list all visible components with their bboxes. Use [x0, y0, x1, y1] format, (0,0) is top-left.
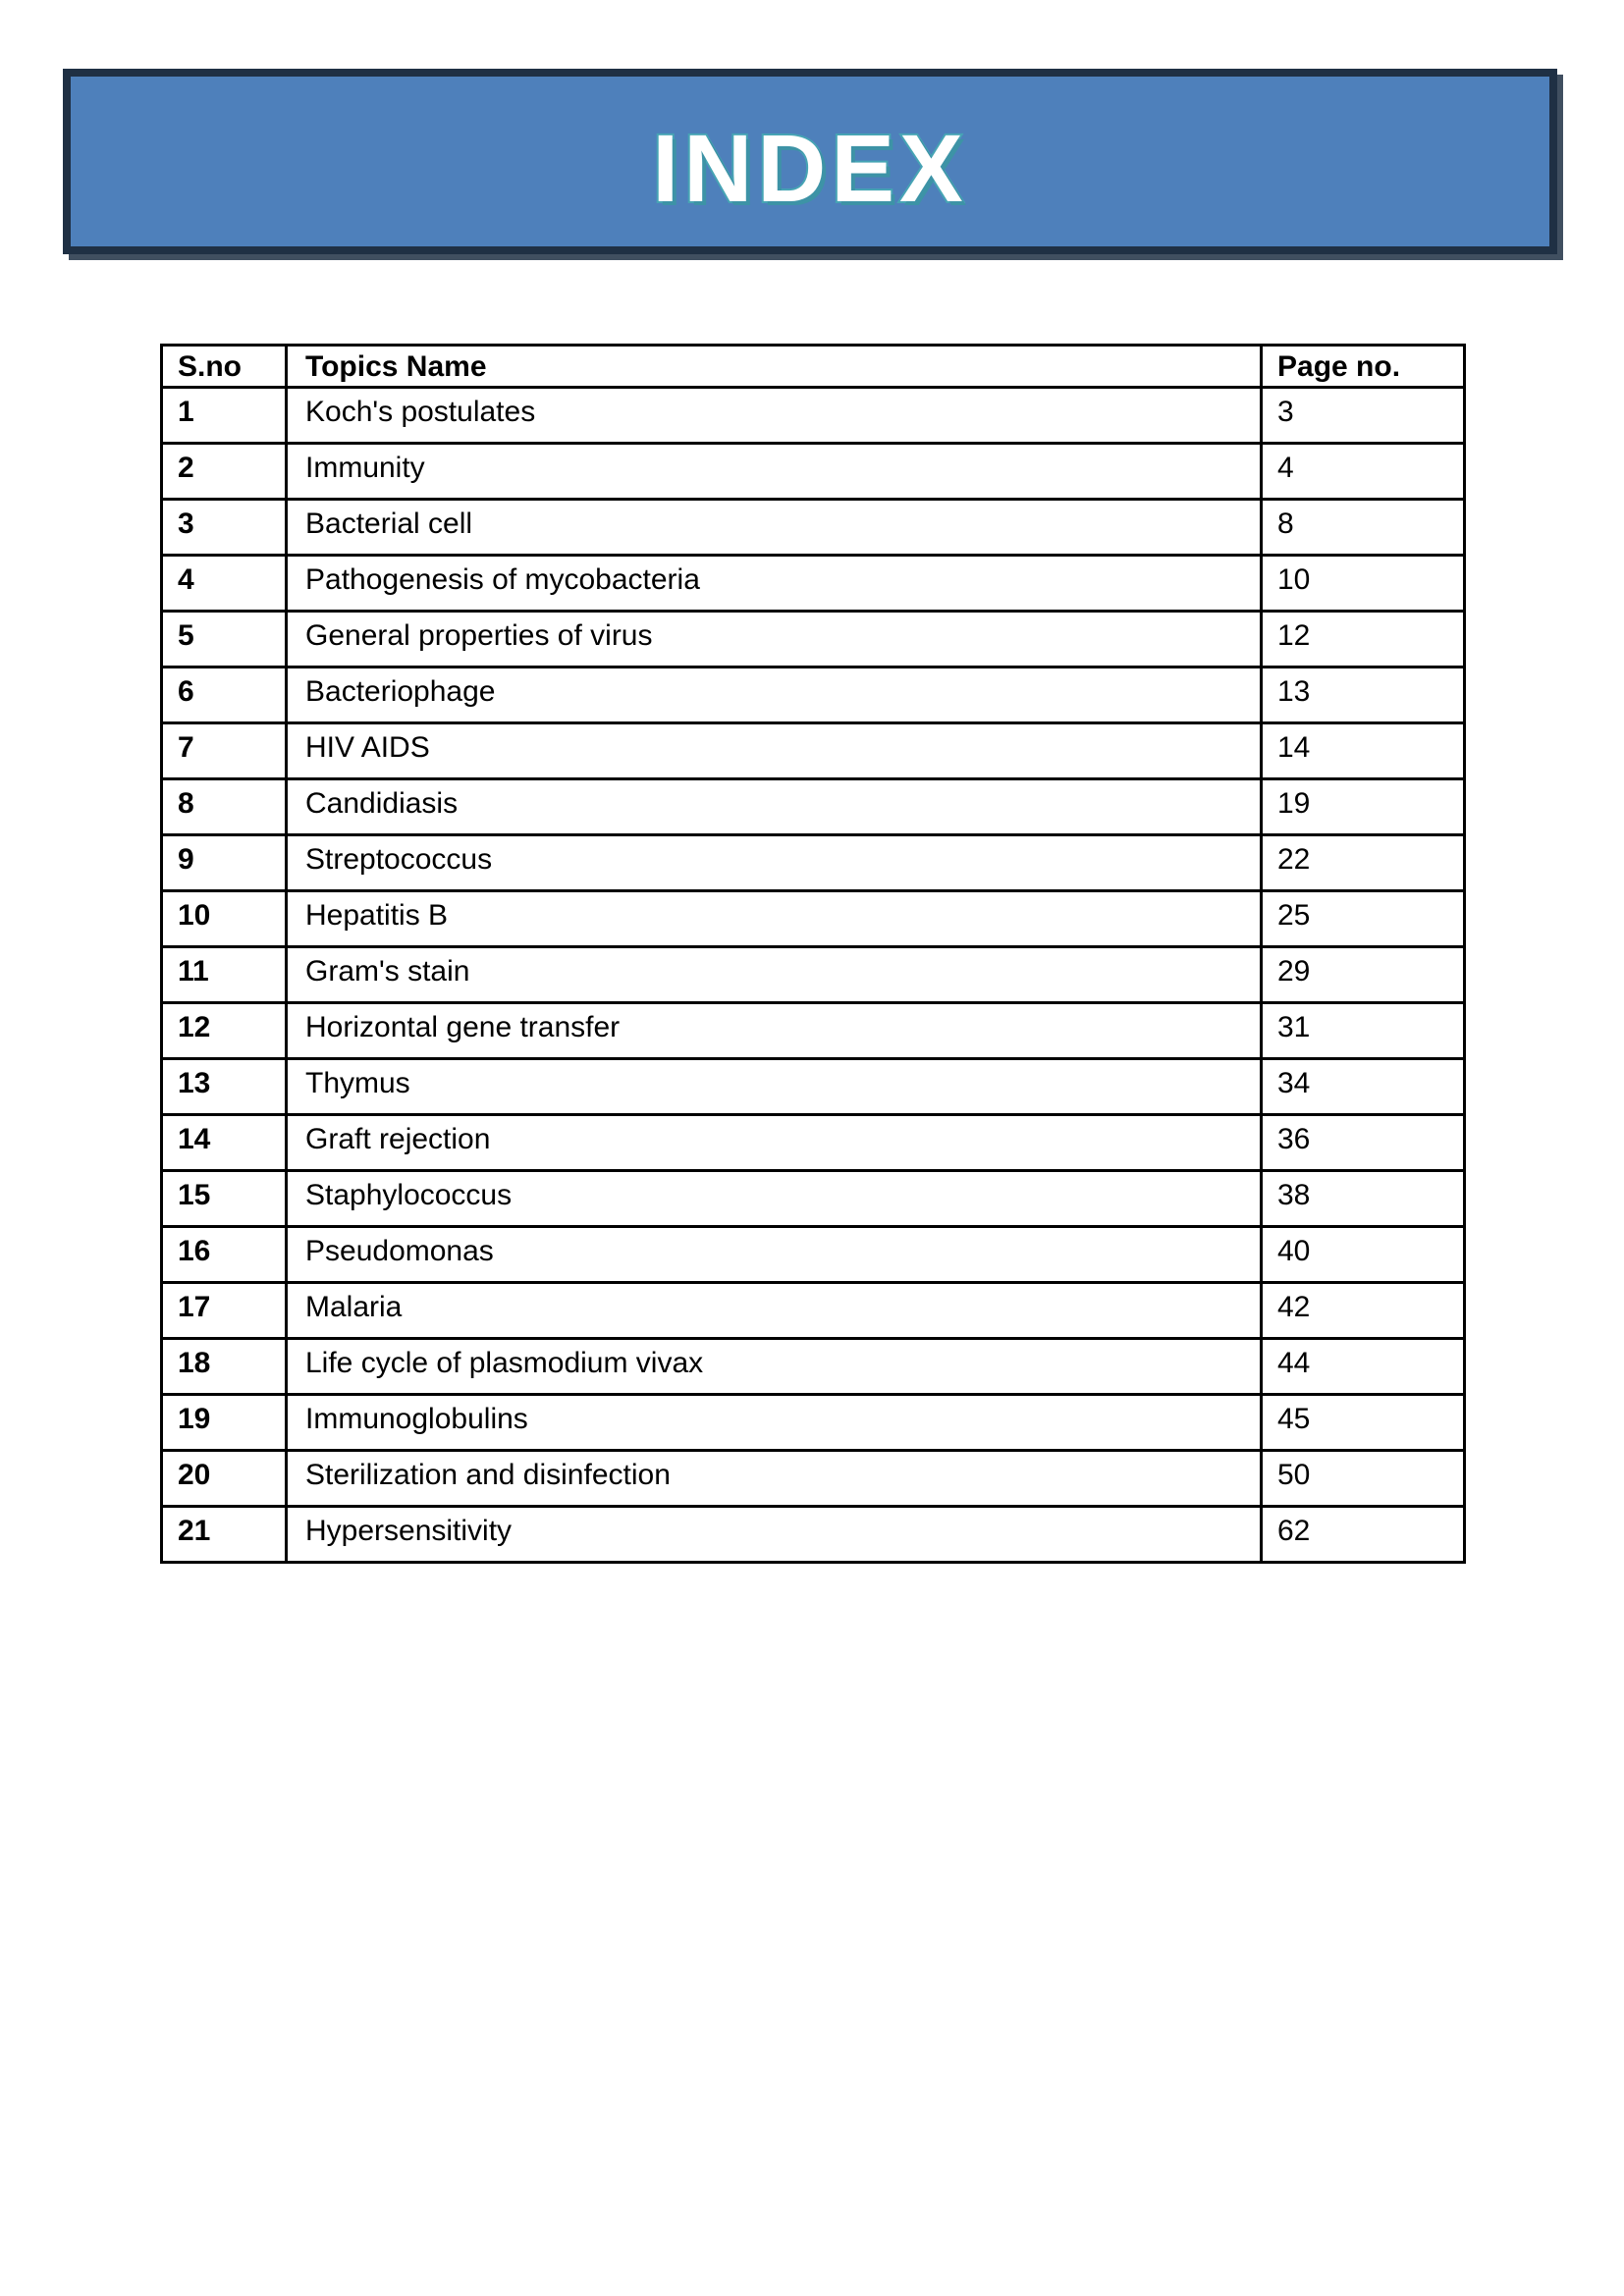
row-topic-name: Thymus: [287, 1059, 1262, 1115]
row-page-number: 62: [1262, 1507, 1465, 1563]
index-table-header: [162, 346, 1465, 388]
row-topic-name: General properties of virus: [287, 612, 1262, 667]
row-page-number: 40: [1262, 1227, 1465, 1283]
index-table-body: [162, 388, 1465, 1563]
row-page-number: 44: [1262, 1339, 1465, 1395]
row-page-number: 8: [1262, 500, 1465, 556]
row-topic-name: Malaria: [287, 1283, 1262, 1339]
row-serial-number: 10: [162, 891, 287, 947]
column-header-topics-name: Topics Name: [287, 346, 1262, 388]
row-page-number: 31: [1262, 1003, 1465, 1059]
table-row: [162, 444, 1465, 500]
row-serial-number: 13: [162, 1059, 287, 1115]
row-page-number: 42: [1262, 1283, 1465, 1339]
table-row: [162, 1171, 1465, 1227]
row-page-number: 36: [1262, 1115, 1465, 1171]
table-row: [162, 779, 1465, 835]
row-page-number: 14: [1262, 723, 1465, 779]
row-page-number: 13: [1262, 667, 1465, 723]
table-row: [162, 947, 1465, 1003]
table-row: [162, 1339, 1465, 1395]
index-table: [160, 344, 1466, 1564]
row-serial-number: 7: [162, 723, 287, 779]
row-serial-number: 17: [162, 1283, 287, 1339]
row-page-number: 38: [1262, 1171, 1465, 1227]
row-page-number: 25: [1262, 891, 1465, 947]
table-row: [162, 1507, 1465, 1563]
row-serial-number: 15: [162, 1171, 287, 1227]
row-topic-name: Bacterial cell: [287, 500, 1262, 556]
table-row: [162, 1227, 1465, 1283]
table-row: [162, 1059, 1465, 1115]
table-row: [162, 1451, 1465, 1507]
table-row: [162, 891, 1465, 947]
row-topic-name: Sterilization and disinfection: [287, 1451, 1262, 1507]
row-page-number: 50: [1262, 1451, 1465, 1507]
row-topic-name: Gram's stain: [287, 947, 1262, 1003]
row-page-number: 12: [1262, 612, 1465, 667]
table-row: [162, 667, 1465, 723]
table-row: [162, 500, 1465, 556]
row-topic-name: Koch's postulates: [287, 388, 1262, 444]
row-topic-name: Hepatitis B: [287, 891, 1262, 947]
row-topic-name: Streptococcus: [287, 835, 1262, 891]
row-topic-name: Staphylococcus: [287, 1171, 1262, 1227]
table-row: [162, 1115, 1465, 1171]
row-serial-number: 4: [162, 556, 287, 612]
row-topic-name: Graft rejection: [287, 1115, 1262, 1171]
table-row: [162, 1395, 1465, 1451]
row-serial-number: 18: [162, 1339, 287, 1395]
table-row: [162, 388, 1465, 444]
row-serial-number: 6: [162, 667, 287, 723]
row-topic-name: HIV AIDS: [287, 723, 1262, 779]
row-serial-number: 20: [162, 1451, 287, 1507]
row-serial-number: 5: [162, 612, 287, 667]
row-serial-number: 12: [162, 1003, 287, 1059]
row-page-number: 34: [1262, 1059, 1465, 1115]
row-serial-number: 2: [162, 444, 287, 500]
row-serial-number: 8: [162, 779, 287, 835]
row-topic-name: Immunoglobulins: [287, 1395, 1262, 1451]
row-topic-name: Pathogenesis of mycobacteria: [287, 556, 1262, 612]
row-topic-name: Hypersensitivity: [287, 1507, 1262, 1563]
row-page-number: 19: [1262, 779, 1465, 835]
row-serial-number: 21: [162, 1507, 287, 1563]
column-header-page-no: Page no.: [1262, 346, 1465, 388]
row-page-number: 4: [1262, 444, 1465, 500]
row-serial-number: 14: [162, 1115, 287, 1171]
table-row: [162, 835, 1465, 891]
row-page-number: 29: [1262, 947, 1465, 1003]
table-row: [162, 1003, 1465, 1059]
row-topic-name: Pseudomonas: [287, 1227, 1262, 1283]
row-serial-number: 9: [162, 835, 287, 891]
row-topic-name: Horizontal gene transfer: [287, 1003, 1262, 1059]
row-serial-number: 1: [162, 388, 287, 444]
row-serial-number: 16: [162, 1227, 287, 1283]
row-serial-number: 19: [162, 1395, 287, 1451]
row-page-number: 10: [1262, 556, 1465, 612]
row-page-number: 45: [1262, 1395, 1465, 1451]
row-topic-name: Life cycle of plasmodium vivax: [287, 1339, 1262, 1395]
row-serial-number: 11: [162, 947, 287, 1003]
page-title: INDEX: [652, 114, 968, 222]
column-header-sno: S.no: [162, 346, 287, 388]
row-topic-name: Candidiasis: [287, 779, 1262, 835]
table-row: [162, 612, 1465, 667]
table-row: [162, 1283, 1465, 1339]
table-row: [162, 556, 1465, 612]
index-title-banner: [63, 69, 1557, 254]
row-serial-number: 3: [162, 500, 287, 556]
row-topic-name: Bacteriophage: [287, 667, 1262, 723]
row-page-number: 3: [1262, 388, 1465, 444]
row-topic-name: Immunity: [287, 444, 1262, 500]
row-page-number: 22: [1262, 835, 1465, 891]
table-row: [162, 723, 1465, 779]
header-row: [162, 346, 1465, 388]
